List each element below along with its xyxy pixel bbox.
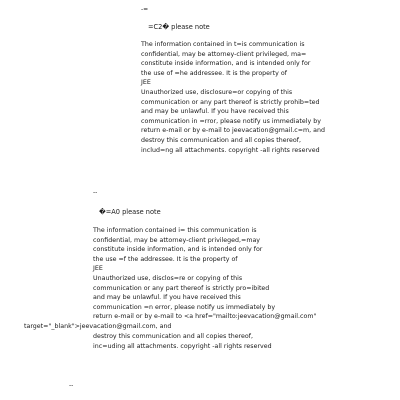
block2-outdent-line: target="_blank">jeevacation@gmail.com, and: [24, 323, 172, 330]
block2-line: inc=uding all attachments. copyright -all rights reserved: [93, 342, 272, 350]
block1-body: [141, 40, 325, 155]
block2-line: The information contained i= this communication is: [93, 227, 257, 234]
block1-line: communication or any part thereof is strictly prohib=ted: [141, 98, 320, 106]
block2-line: Unauthorized use, disclos=re or copying of this: [93, 274, 243, 282]
block1-line: JEE: [141, 79, 151, 87]
block2-line: and may be unlawful. If you have received this: [93, 294, 241, 302]
block2-line: the use =f the addressee. It is the property of: [93, 255, 238, 263]
block2-tail: [93, 332, 272, 351]
block2-line: constitute inside information, and is intended only for: [93, 246, 263, 254]
block1-line: destroy this communication and all copies thereof,: [141, 136, 301, 144]
block2-line: destroy this communication and all copies thereof,: [93, 333, 253, 340]
block2-body: [93, 226, 316, 322]
top-mark: -=: [141, 6, 149, 13]
block1-heading: =C2� please note: [148, 23, 210, 31]
block1-line: the use of =he addressee. It is the property of: [141, 69, 287, 77]
block2-line: communication or any part thereof is strictly pro=ibited: [93, 284, 270, 292]
separator-1: --: [93, 189, 98, 196]
block2-heading: �=A0 please note: [99, 208, 161, 216]
block1-line: includ=ng all attachments. copyright -all rights reserved: [141, 146, 320, 154]
block1-line: confidential, may be attorney-client privileged, ma=: [141, 50, 307, 58]
block1-line: communication in =rror, please notify us immediately by: [141, 117, 321, 125]
block1-line: Unauthorized use, disclosure=or copying of this: [141, 88, 293, 96]
block2-line: confidential, may be attorney-client privileged,=may: [93, 236, 261, 244]
block2-line: return e-mail or by e-mail to <a href="mailto:jeevacation@gmail.com": [93, 313, 317, 321]
block1-line: constitute inside information, and is intended only for: [141, 60, 311, 68]
block1-line: return e-mail or by e-mail to jeevacation@gmail.c=m, and: [141, 127, 325, 135]
block2-line: communication =n error, please notify us immediately by: [93, 303, 276, 311]
separator-2: --: [69, 382, 74, 389]
block1-line: The information contained in t=is communication is: [141, 41, 305, 48]
block2-line: JEE: [93, 265, 103, 273]
block1-line: and may be unlawful. If you have received this: [141, 108, 289, 116]
